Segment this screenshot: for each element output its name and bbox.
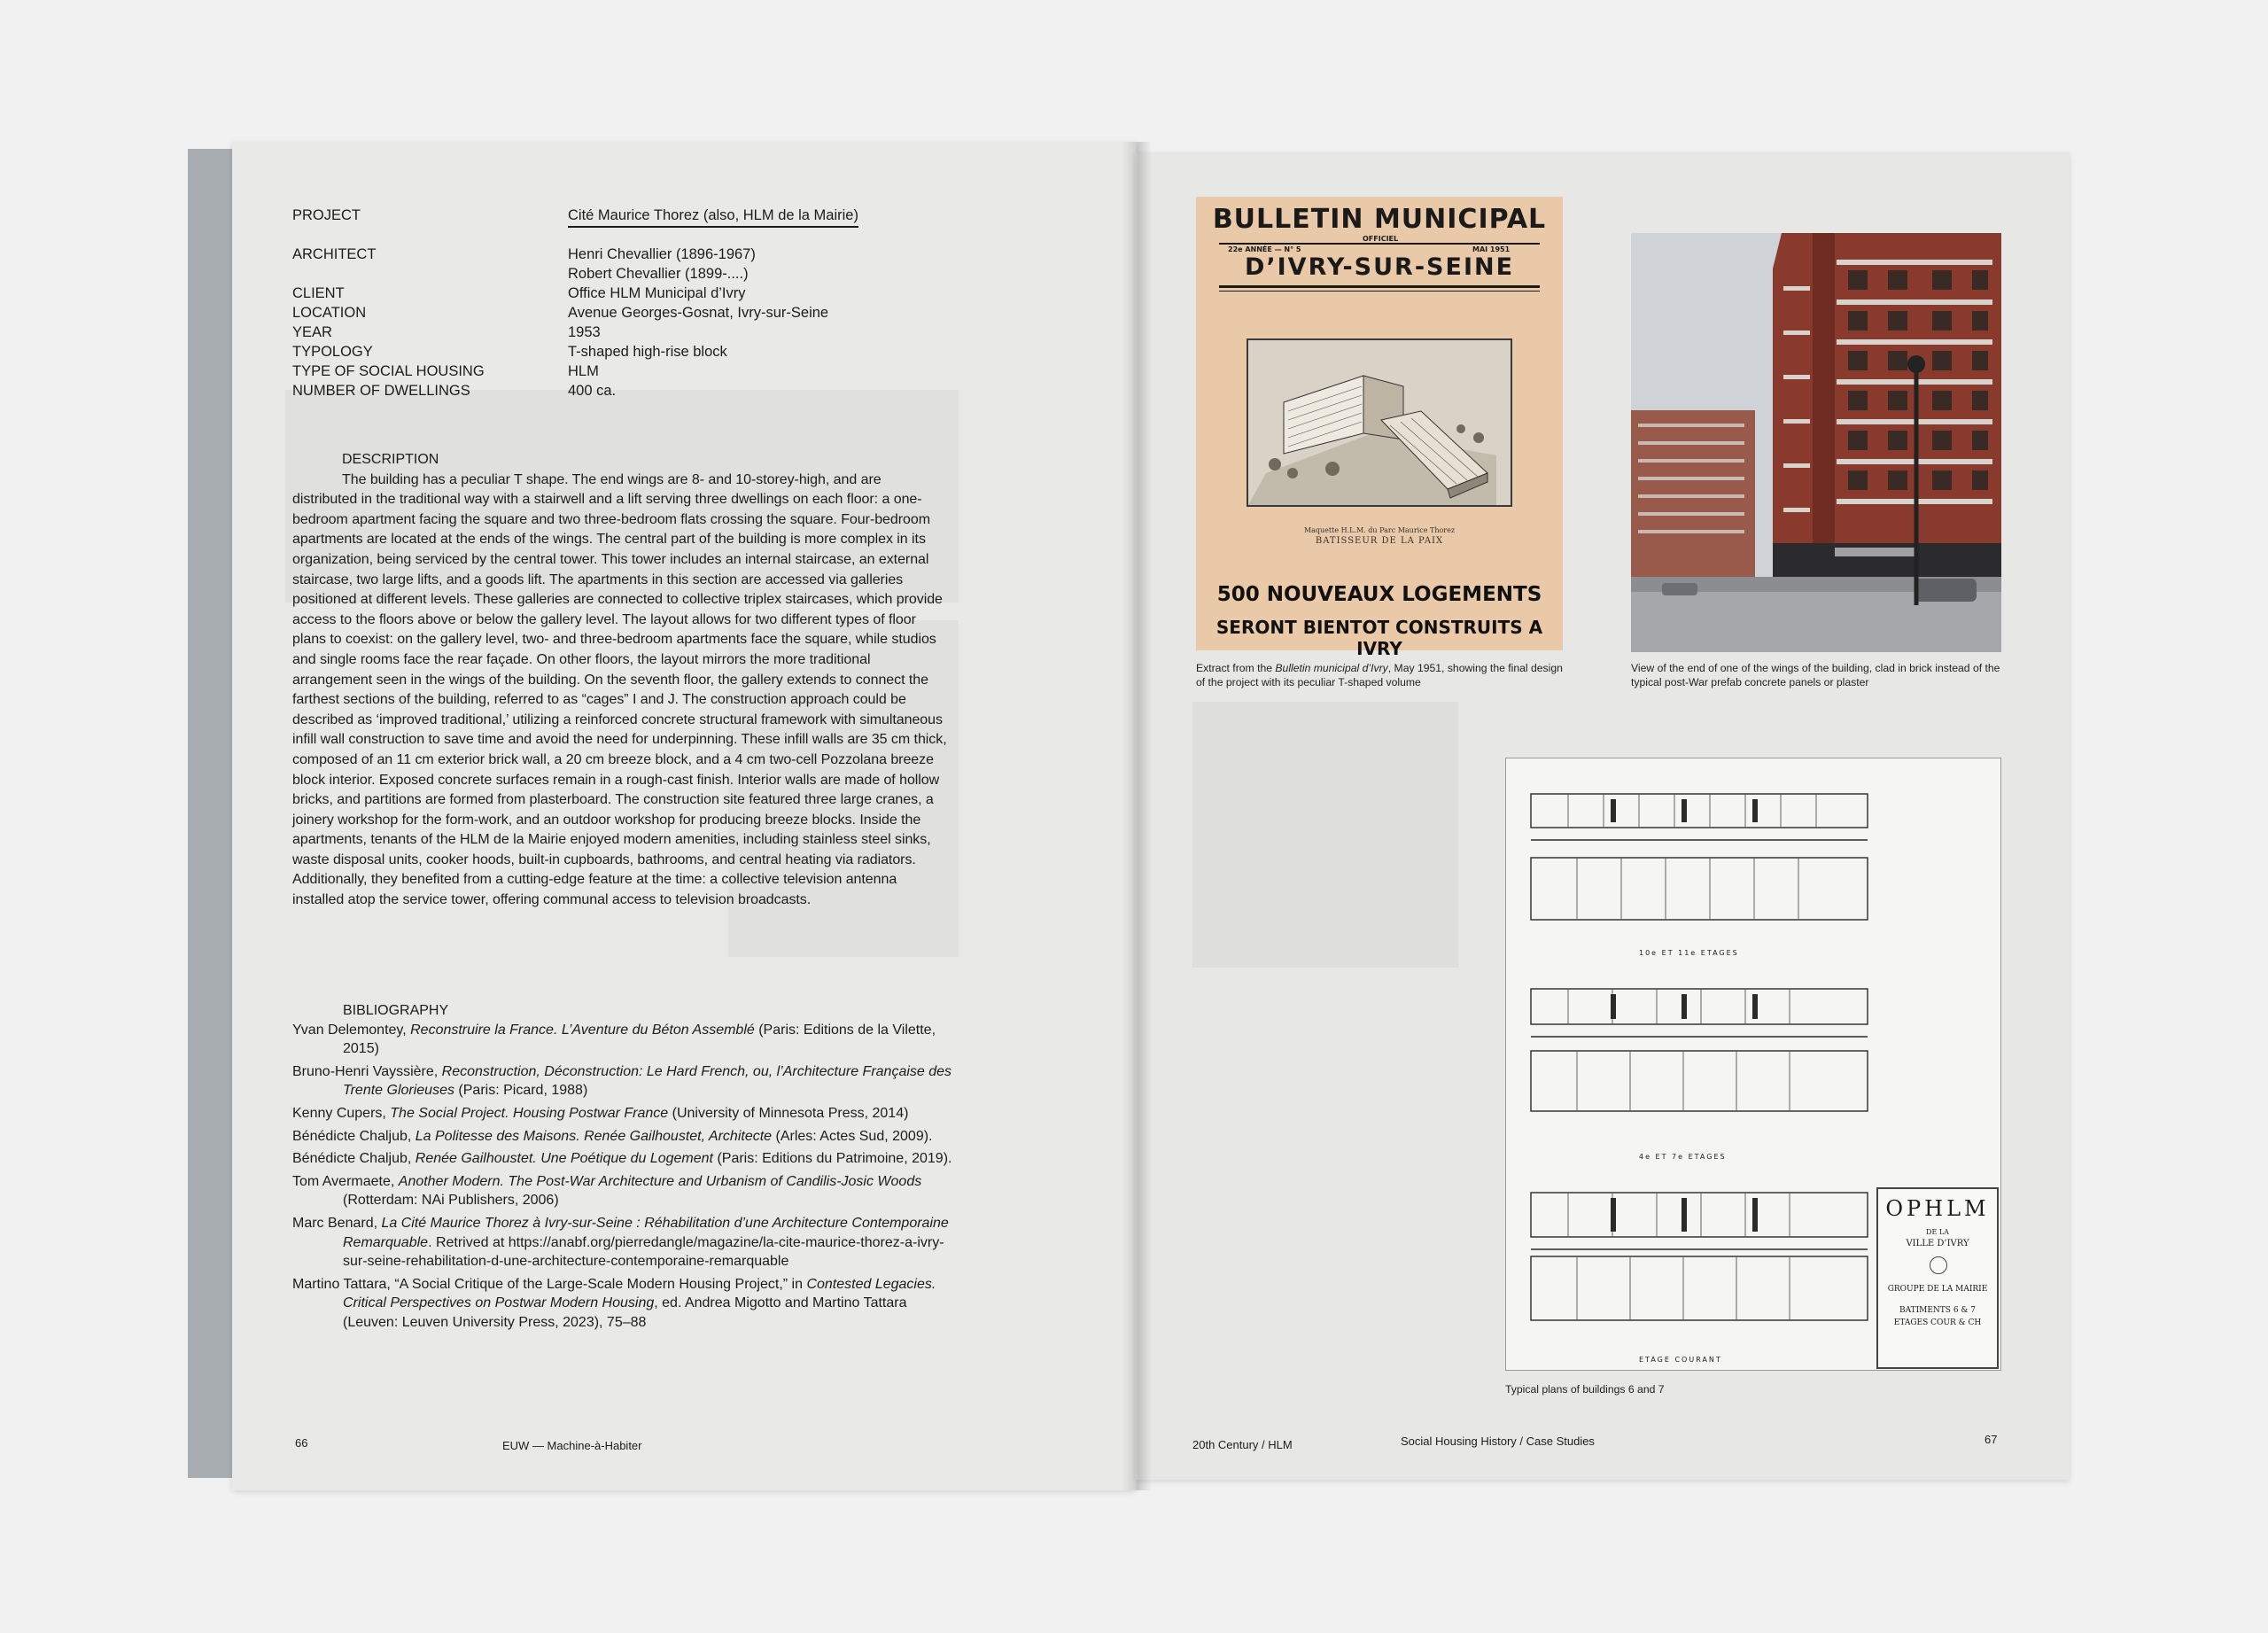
- bulletin-caption-post: , May 1951, showing the final design of the project with its peculiar T-shaped volume: [1196, 662, 1563, 688]
- bulletin-caption: [1196, 661, 1568, 689]
- ophlm-line-5: ETAGES COUR & CH: [1893, 1318, 1982, 1327]
- plans-caption: Typical plans of buildings 6 and 7: [1505, 1383, 1665, 1396]
- spec-key: NUMBER OF DWELLINGS: [292, 383, 470, 399]
- spec-row: [292, 362, 913, 381]
- ophlm-title-block: [1876, 1187, 1999, 1369]
- bulletin-cover-image: [1196, 197, 1563, 659]
- spec-value: Avenue Georges-Gosnat, Ivry-sur-Seine: [568, 305, 829, 321]
- spec-row: [292, 264, 913, 284]
- ophlm-line-3: GROUPE DE LA MAIRIE: [1887, 1285, 1988, 1294]
- model-sketch-illustration: [1248, 340, 1511, 505]
- spec-value: HLM: [568, 363, 599, 379]
- ophlm-line-1: DE LA: [1926, 1228, 1949, 1236]
- description-text: The building has a peculiar T shape. The end wings are 8- and 10-storey-high, and are distributed in the traditional way with a stairwell and a lift serving three dwellings on each floor: a one-bedroom apartment facing the square and two three-bedroom flats crossing the square. Four-bedroom apartments are located at the ends of the wings. The central part of the building is more complex in its organization, being serviced by the central tower. This tower includes an internal staircase, an external staircase, two large lifts, and a goods lift. The apartments in this section are accessed via galleries positioned at different levels. These galleries are connected to collective triplex staircases, which provide access to the floors above or below the gallery level. The layout allows for two different types of floor plans to coexist: on the gallery level, two- and three-bedroom apartments face the square, while studios and single rooms face the rear façade. On other floors, the layout mirrors the more traditional arrangement seen in the wings of the building. On the seventh floor, the gallery extends to connect the farthest sections of the building, referred to as “cages” I and J. The construction approach could be described as ‘improved traditional,’ utilizing a reinforced concrete structural framework with simultaneous infill wall construction to save time and avoid the need for underpinning. These infill walls are 35 cm thick, composed of an 11 cm exterior brick wall, a 20 cm breeze block, and a 4 cm two-cell Pozzolana breeze block interior. Exposed concrete surfaces remain in a rough-cast finish. Interior walls are made of hollow bricks, and partitions are formed from plasterboard. The construction site featured three large cranes, a joinery workshop for the form-work, and an outdoor workshop for producing breeze blocks. Inside the apartments, tenants of the HLM de la Mairie enjoyed modern amenities, including stainless steel sinks, waste disposal units, cooker hoods, built-in cupboards, bathrooms, and central heating via radiators. Additionally, they benefited from a cutting-edge feature at the time: a collective television antenna installed atop the service tower, offering communal access to television broadcasts.: [292, 471, 947, 908]
- bibliography-heading: BIBLIOGRAPHY: [343, 1003, 449, 1018]
- bib-title: The Social Project. Housing Postwar France: [390, 1105, 669, 1121]
- seal-icon: [1930, 1256, 1947, 1274]
- photo-caption: View of the end of one of the wings of the building, clad in brick instead of the typical post-War prefab concrete panels or plaster: [1631, 662, 2000, 688]
- bibliography-entry: [292, 1172, 957, 1210]
- running-title-left: EUW — Machine-à-Habiter: [502, 1439, 642, 1452]
- bibliography-entry: [292, 1104, 957, 1124]
- bulletin-rule: [1219, 285, 1540, 288]
- building-photo: [1631, 233, 2001, 652]
- bibliography-entry: [292, 1021, 957, 1059]
- bibliography-entry: [292, 1149, 957, 1169]
- bulletin-title-line2: D’IVRY-SUR-SEINE: [1244, 253, 1515, 281]
- bib-author: Kenny Cupers,: [292, 1105, 391, 1121]
- spec-key: LOCATION: [292, 305, 367, 321]
- bib-author: Bénédicte Chaljub,: [292, 1151, 416, 1167]
- bibliography-section: [292, 1001, 957, 1336]
- bulletin-rule: [1219, 291, 1540, 292]
- bib-title: Contested Legacies. Critical Perspectives on Postwar Modern Housing: [343, 1276, 936, 1311]
- spec-value: 1953: [568, 324, 601, 340]
- bulletin-headline-2: SERONT BIENTOT CONSTRUITS A IVRY: [1216, 617, 1543, 659]
- bib-publication: (Arles: Actes Sud, 2009).: [772, 1128, 933, 1144]
- spine-edge: [188, 149, 232, 1478]
- spec-row: [292, 303, 913, 323]
- bibliography-entry: [292, 1275, 957, 1333]
- spec-value: 400 ca.: [568, 383, 617, 399]
- plan-label-middle: 4e ET 7e ETAGES: [1639, 1153, 1727, 1161]
- description-heading: DESCRIPTION: [342, 452, 439, 467]
- bulletin-plate-caption: Maquette H.L.M. du Parc Maurice Thorez: [1303, 526, 1456, 534]
- spec-key: CLIENT: [292, 285, 345, 301]
- ophlm-line-2: VILLE D’IVRY: [1906, 1239, 1969, 1248]
- spec-row: [292, 323, 913, 342]
- section-label-right: 20th Century / HLM: [1192, 1438, 1293, 1451]
- bulletin-plate-subcaption: BATISSEUR DE LA PAIX: [1315, 536, 1444, 546]
- bib-author: Martino Tattara, “A Social Critique of the Large-Scale Modern Housing Project,” in: [292, 1276, 807, 1292]
- spec-value: Henri Chevallier (1896-1967): [568, 246, 756, 262]
- bib-title: La Politesse des Maisons. Renée Gailhoustet, Architecte: [415, 1128, 773, 1144]
- project-name: Cité Maurice Thorez (also, HLM de la Mairie): [568, 206, 858, 228]
- plan-label-lower: ETAGE COURANT: [1639, 1356, 1722, 1364]
- spec-key: TYPOLOGY: [292, 344, 373, 360]
- bulletin-rule: [1219, 243, 1540, 245]
- building-model-drawing: [1247, 338, 1512, 507]
- bib-publication: (Rotterdam: NAi Publishers, 2006): [343, 1193, 559, 1209]
- spec-key: ARCHITECT: [292, 246, 377, 262]
- spec-value: Office HLM Municipal d’Ivry: [568, 285, 746, 301]
- bibliography-entry: [292, 1214, 957, 1271]
- spec-row: [292, 381, 913, 400]
- spec-row: [292, 342, 913, 362]
- bib-author: Tom Avermaete,: [292, 1173, 399, 1189]
- spec-row: [292, 206, 913, 225]
- spec-key: PROJECT: [292, 207, 361, 223]
- running-title-right: Social Housing History / Case Studies: [1401, 1435, 1595, 1448]
- bulletin-headline-1: 500 NOUVEAUX LOGEMENTS: [1216, 583, 1542, 606]
- bib-title: Renée Gailhoustet. Une Poétique du Logement: [415, 1151, 713, 1167]
- spec-key: YEAR: [292, 324, 332, 340]
- bib-title: La Cité Maurice Thorez à Ivry-sur-Seine : Réhabilitation d’une Architecture Contemporaine Remarquable: [343, 1215, 949, 1250]
- page-number-right: 67: [1984, 1433, 1998, 1446]
- bib-title: Reconstruire la France. L’Aventure du Béton Assemblé: [410, 1022, 755, 1038]
- bib-author: Marc Benard,: [292, 1215, 382, 1231]
- bib-publication: , ed. Andrea Migotto and Martino Tattara (Leuven: Leuven University Press, 2023), 75–88: [343, 1295, 907, 1330]
- bib-publication: (Paris: Picard, 1988): [454, 1083, 588, 1099]
- plan-label-upper: 10e ET 11e ETAGES: [1639, 949, 1739, 957]
- bib-publication: (Paris: Editions de la Vilette, 2015): [343, 1022, 936, 1057]
- description-section: [292, 450, 950, 911]
- bulletin-caption-italic: Bulletin municipal d’Ivry: [1275, 662, 1388, 674]
- spec-gap: [292, 225, 913, 245]
- spec-key: TYPE OF SOCIAL HOUSING: [292, 363, 485, 379]
- bib-publication: (Paris: Editions du Patrimoine, 2019).: [713, 1151, 952, 1167]
- bibliography-entry: [292, 1062, 957, 1100]
- bib-title: Another Modern. The Post-War Architecture and Urbanism of Candilis-Josic Woods: [398, 1173, 922, 1189]
- ophlm-title: OPHLM: [1885, 1196, 1990, 1221]
- bib-author: Bénédicte Chaljub,: [292, 1128, 416, 1144]
- bulletin-right-tag: MAI 1951: [1472, 245, 1511, 253]
- spec-value: Robert Chevallier (1899-....): [568, 266, 749, 282]
- brick-building-photo-illustration: [1631, 233, 2001, 652]
- bulletin-title-line1: BULLETIN MUNICIPAL: [1212, 204, 1547, 235]
- page-number-left: 66: [295, 1436, 308, 1450]
- bib-publication: (University of Minnesota Press, 2014): [668, 1105, 909, 1121]
- bulletin-center-tag: OFFICIEL: [1363, 235, 1399, 243]
- bulletin-left-tag: 22e ANNÉE — N° 5: [1228, 245, 1301, 253]
- bulletin-caption-pre: Extract from the: [1196, 662, 1276, 674]
- ophlm-line-4: BATIMENTS 6 & 7: [1899, 1306, 1977, 1315]
- bibliography-entry: [292, 1127, 957, 1147]
- bib-author: Bruno-Henri Vayssière,: [292, 1063, 442, 1079]
- bib-publication: . Retrived at https://anabf.org/pierredangle/magazine/la-cite-maurice-thorez-a-ivry-sur-seine-rehabilitation-d-une-architecture-contemporaine-remarquable: [343, 1234, 944, 1270]
- show-through: [1192, 702, 1458, 968]
- project-spec-table: [292, 206, 913, 400]
- bib-title: Reconstruction, Déconstruction: Le Hard French, ou, l’Architecture Française des Trente Glorieuses: [343, 1063, 952, 1099]
- bib-author: Yvan Delemontey,: [292, 1022, 411, 1038]
- gutter-shadow: [1122, 142, 1152, 1490]
- spec-row: [292, 245, 913, 264]
- bibliography-list: [292, 1021, 957, 1333]
- spec-row: [292, 284, 913, 303]
- spec-value: T-shaped high-rise block: [568, 344, 727, 360]
